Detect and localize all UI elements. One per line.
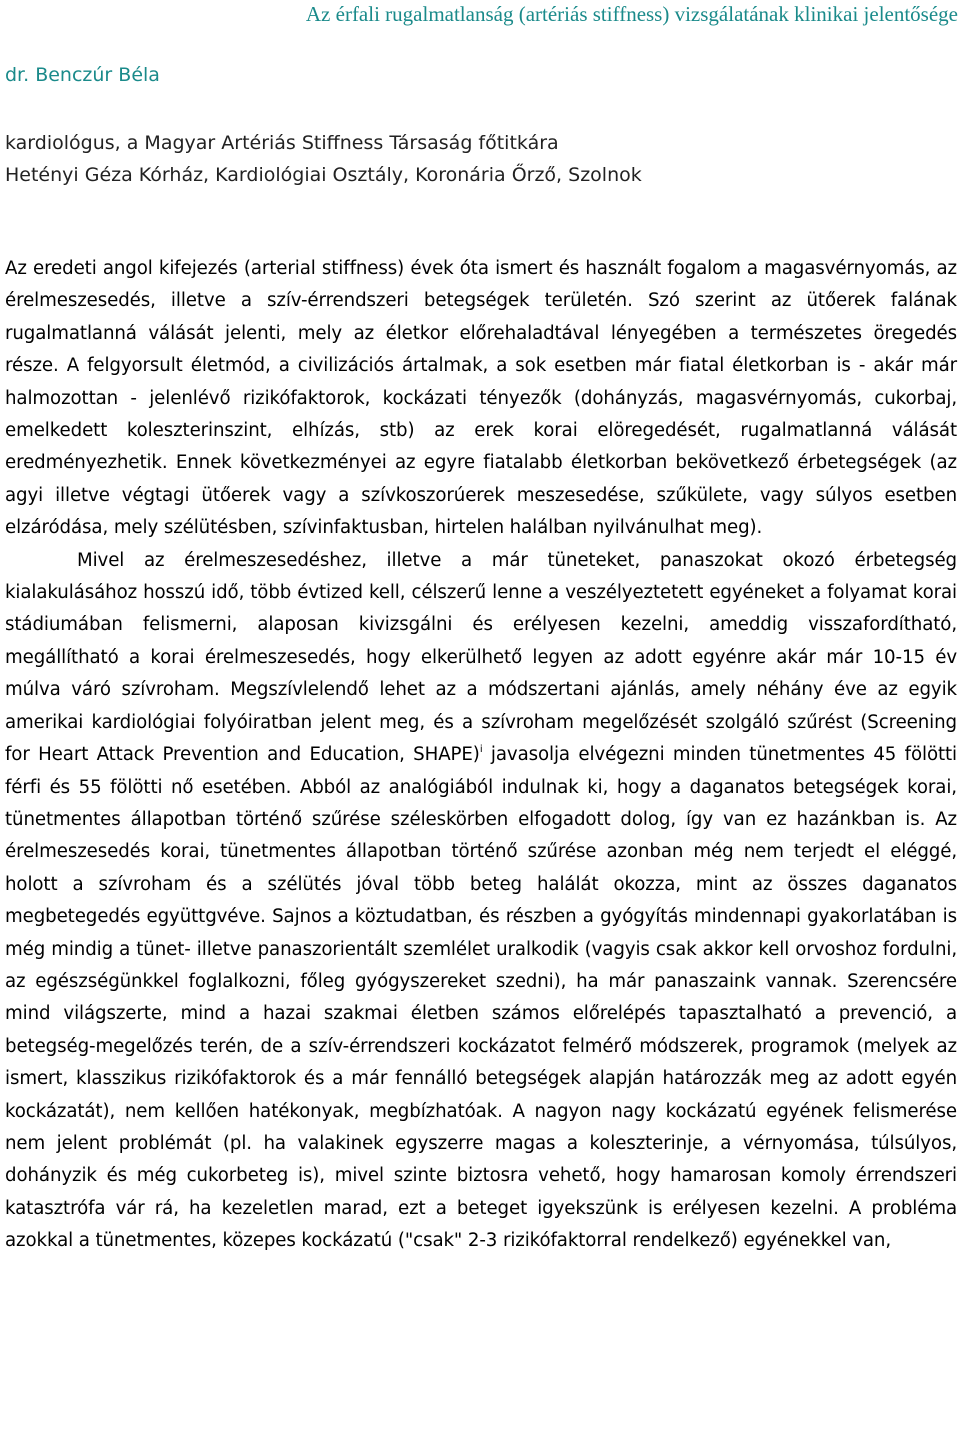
paragraph-2-text-end: javasolja elvégezni minden tünetmentes 45 fölötti férfi és 55 fölötti nő esetében. Abból az analógiából indulnak ki, hogy a daganatos betegségek korai, tünetmentes állapotban történő szűrése széleskörben elfogadott dolog, így van ez hazánkban is. Az érelmeszesedés korai, tünetmentes állapotban történő szűrése azonban még nem terjedt el eléggé, holott a szívroham és a szélütés jóval több beteg halálát okozza, mint az összes daganatos megbetegedés együttgvéve. Sajnos a köztudatban, és részben a gyógyítás mindennapi gyakorlatában is még mindig a tünet- illetve panaszorientált szemlélet uralkodik (vagyis csak akkor kell orvoshoz fordulni, az egészségünkkel foglalkozni, főleg gyógyszereket szedni), ha már panaszaink vannak. Szerencsére mind világszerte, mind a hazai szakmai életben számos előrelépés tapasztalható a prevenció, a betegség-megelőzés terén, de a szív-érrendszeri kockázatot felmérő módszerek, programok (melyek az ismert, klasszikus rizikófaktorok és a már fennálló betegségek alapján határozzák meg az adott egyén kockázatát), nem kellően hatékonyak, megbízhatóak. A nagyon nagy kockázatú egyének felismerése nem jelent problémát (pl. ha valakinek egyszerre magas a koleszterinje, a vérnyomása, túlsúlyos, dohányzik és még cukorbeteg is), mivel szinte biztosra vehető, hogy hamarosan komoly érrendszeri katasztrófa vár rá, ha kezeletlen marad, ezt a beteget igyekszünk is erélyesen kezelni. A probléma azokkal a tünetmentes, közepes kockázatú ("csak" 2-3 rizikófaktorral rendelkező) egyénekkel van, bbox=[5, 744, 957, 1252]
author-affiliation-role: kardiológus, a Magyar Artériás Stiffness Társaság főtitkára bbox=[5, 132, 559, 154]
author-affiliation-institution: Hetényi Géza Kórház, Kardiológiai Osztály, Koronária Őrző, Szolnok bbox=[5, 164, 642, 186]
author-name: dr. Benczúr Béla bbox=[5, 64, 160, 86]
paragraph-2-text-start: Mivel az érelmeszesedéshez, illetve a már tüneteket, panaszokat okozó érbetegség kialakulásához hosszú idő, több évtized kell, célszerű lenne a veszélyeztetett egyéneket a folyamat korai stádiumában felismerni, alaposan kivizsgálni és erélyesen kezelni, ameddig visszafordítható, megállítható a korai érelmeszesedés, hogy elkerülhető legyen az adott egyénre akár már 10-15 év múlva váró szívroham. Megszívlelendő lehet az a módszertani ajánlás, amely néhány éve az egyik amerikai kardiológiai folyóiratban jelent meg, és a szívroham megelőzését szolgáló szűrést (Screening for Heart Attack Prevention and Education, SHAPE) bbox=[5, 549, 957, 766]
paragraph-1: Az eredeti angol kifejezés (arterial stiffness) évek óta ismert és használt fogalom a magasvérnyomás, az érelmeszesedés, illetve a szív-érrendszeri betegségek területén. Szó szerint az ütőerek falának rugalmatlanná válását jelenti, mely az életkor előrehaladtával lényegében a természetes öregedés része. A felgyorsult életmód, a civilizációs ártalmak, a sok esetben már fiatal életkorban is - akár már halmozottan - jelenlévő rizikófaktorok, kockázati tényezők (dohányzás, magasvérnyomás, cukorbaj, emelkedett koleszterinszint, elhízás, stb) az erek korai elöregedését, rugalmatlanná válását eredményezhetik. Ennek következményei az egyre fiatalabb életkorban bekövetkező érbetegségek (az agyi illetve végtagi ütőerek vagy a szívkoszorúerek meszesedése, szűkülete, vagy súlyos esetben elzáródása, mely szélütésben, szívinfaktusban, hirtelen halálban nyilvánulhat meg). bbox=[5, 258, 957, 539]
article-body bbox=[5, 253, 957, 1258]
document-title: Az érfali rugalmatlanság (artériás stiffness) vizsgálatának klinikai jelentősége bbox=[305, 2, 958, 26]
footnote-marker[interactable]: i bbox=[479, 744, 483, 756]
paragraph-2 bbox=[5, 545, 957, 1258]
